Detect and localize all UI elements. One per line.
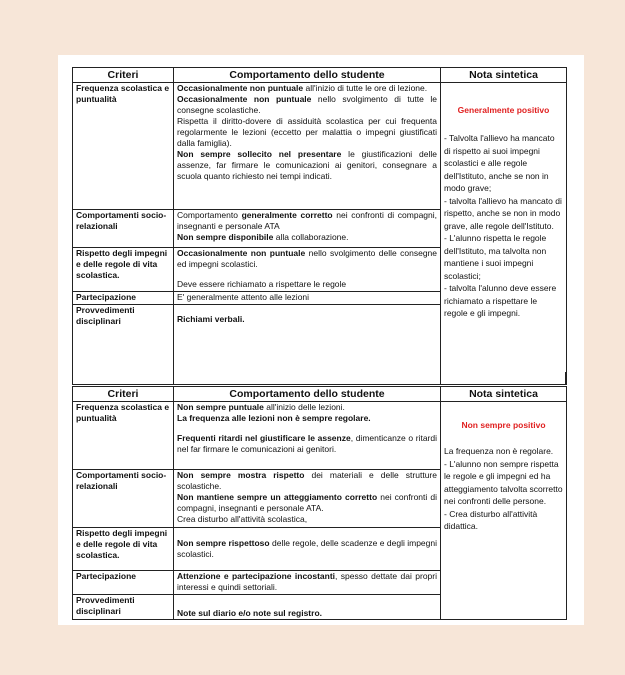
comportamento-line: Non sempre mostra rispetto dei materiali e delle strutture scolastiche. — [177, 470, 437, 491]
evaluation-table-non-positive — [72, 386, 567, 620]
comportamento-line: La frequenza alle lezioni non è sempre regolare. — [177, 413, 371, 423]
comportamento-line: Occasionalmente non puntuale all'inizio di tutte le ore di lezione. — [177, 83, 428, 93]
comportamento-line: Occasionalmente non puntuale nello svolgimento delle consegne ed impegni scolastici. — [177, 248, 437, 269]
nota-item: - L'alunno non sempre rispetta le regole e gli impegni ed ha atteggiamento talvolta scorretto nei confronti delle persone. — [444, 458, 563, 506]
table-header-row — [73, 387, 567, 402]
table-row — [73, 402, 567, 470]
header-nota: Nota sintetica — [441, 68, 567, 83]
comportamento-line: Attenzione e partecipazione incostanti, spesso dettate dai propri interessi e quindi settoriali. — [177, 571, 437, 592]
criterio-cell: Comportamenti socio-relazionali — [73, 470, 174, 528]
comportamento-line: Rispetta il diritto-dovere di assiduità scolastica per cui frequenta regolarmente le lezioni (eccetto per malattia o impegni giustificati dalla famiglia). — [177, 116, 437, 148]
comportamento-cell — [174, 470, 441, 528]
header-criteri: Criteri — [73, 68, 174, 83]
criterio-cell: Provvedimenti disciplinari — [73, 595, 174, 620]
comportamento-cell — [174, 402, 441, 470]
comportamento-line: Non sempre rispettoso delle regole, delle scadenze e degli impegni scolastici. — [177, 538, 437, 559]
comportamento-line: Non sempre disponibile alla collaborazione. — [177, 232, 349, 242]
comportamento-cell — [174, 210, 441, 248]
nota-item: - talvolta l'allievo ha mancato di rispetto, anche se non in modo grave, alle regole dell'Istituto. — [444, 195, 562, 231]
comportamento-line: Crea disturbo all'attività scolastica, — [177, 514, 308, 524]
comportamento-cell — [174, 83, 441, 210]
comportamento-cell — [174, 292, 441, 305]
nota-item: - Crea disturbo all'attività didattica. — [444, 508, 538, 531]
comportamento-line: Occasionalmente non puntuale nello svolgimento di tutte le consegne scolastiche. — [177, 94, 437, 115]
nota-item: - talvolta l'alunno deve essere richiamato a rispettare le regole e gli impegni. — [444, 283, 557, 318]
nota-item: La frequenza non è regolare. — [444, 446, 554, 456]
criterio-cell: Rispetto degli impegni e delle regole di vita scolastica. — [73, 248, 174, 292]
comportamento-line: E' generalmente attento alle lezioni — [177, 292, 310, 302]
evaluation-table-positive — [72, 67, 567, 385]
table-gap — [72, 372, 566, 385]
nota-sintetica-cell — [441, 402, 567, 620]
comportamento-line: Non sempre puntuale all'inizio delle lezioni. — [177, 402, 345, 412]
nota-title: Non sempre positivo — [461, 420, 546, 430]
comportamento-cell — [174, 595, 441, 620]
table-row — [73, 83, 567, 210]
comportamento-line: Non mantiene sempre un atteggiamento corretto nei confronti di compagni, insegnanti e personale ATA. — [177, 492, 437, 513]
criterio-cell: Provvedimenti disciplinari — [73, 305, 174, 385]
criterio-cell: Rispetto degli impegni e delle regole di vita scolastica. — [73, 528, 174, 571]
comportamento-line: Frequenti ritardi nel giustificare le assenze, dimenticanze o ritardi nel far firmare le comunicazioni ai genitori. — [177, 433, 438, 454]
comportamento-line: Non sempre sollecito nel presentare le giustificazioni delle assenze, far firmare le comunicazioni ai genitori, consegnare a scuola quanto richiesto nei tempi indicati. — [177, 149, 437, 181]
criterio-cell: Partecipazione — [73, 571, 174, 595]
table-header-row — [73, 68, 567, 83]
header-nota: Nota sintetica — [441, 387, 567, 402]
header-comportamento: Comportamento dello studente — [174, 68, 441, 83]
header-comportamento: Comportamento dello studente — [174, 387, 441, 402]
comportamento-line: Deve essere richiamato a rispettare le regole — [177, 279, 347, 289]
nota-item: - Talvolta l'allievo ha mancato di rispetto ai suoi impegni scolastici e alle regole dell'Istituto, anche se non in modo grave; — [444, 133, 555, 193]
nota-sintetica-cell — [441, 83, 567, 385]
comportamento-line: Note sul diario e/o note sul registro. — [177, 608, 322, 618]
nota-title: Generalmente positivo — [457, 105, 550, 115]
criterio-cell: Partecipazione — [73, 292, 174, 305]
comportamento-cell — [174, 571, 441, 595]
comportamento-cell — [174, 528, 441, 571]
criterio-cell: Frequenza scolastica e puntualità — [73, 83, 174, 210]
header-criteri: Criteri — [73, 387, 174, 402]
comportamento-line: Richiami verbali. — [177, 314, 245, 324]
criterio-cell: Frequenza scolastica e puntualità — [73, 402, 174, 470]
comportamento-cell — [174, 248, 441, 292]
criterio-cell: Comportamenti socio-relazionali — [73, 210, 174, 248]
nota-item: - L'alunno rispetta le regole dell'Istituto, ma talvolta non mantiene i suoi impegni scolastici; — [444, 233, 547, 281]
comportamento-line: Comportamento generalmente corretto nei confronti di compagni, insegnanti e personale ATA — [177, 210, 437, 231]
